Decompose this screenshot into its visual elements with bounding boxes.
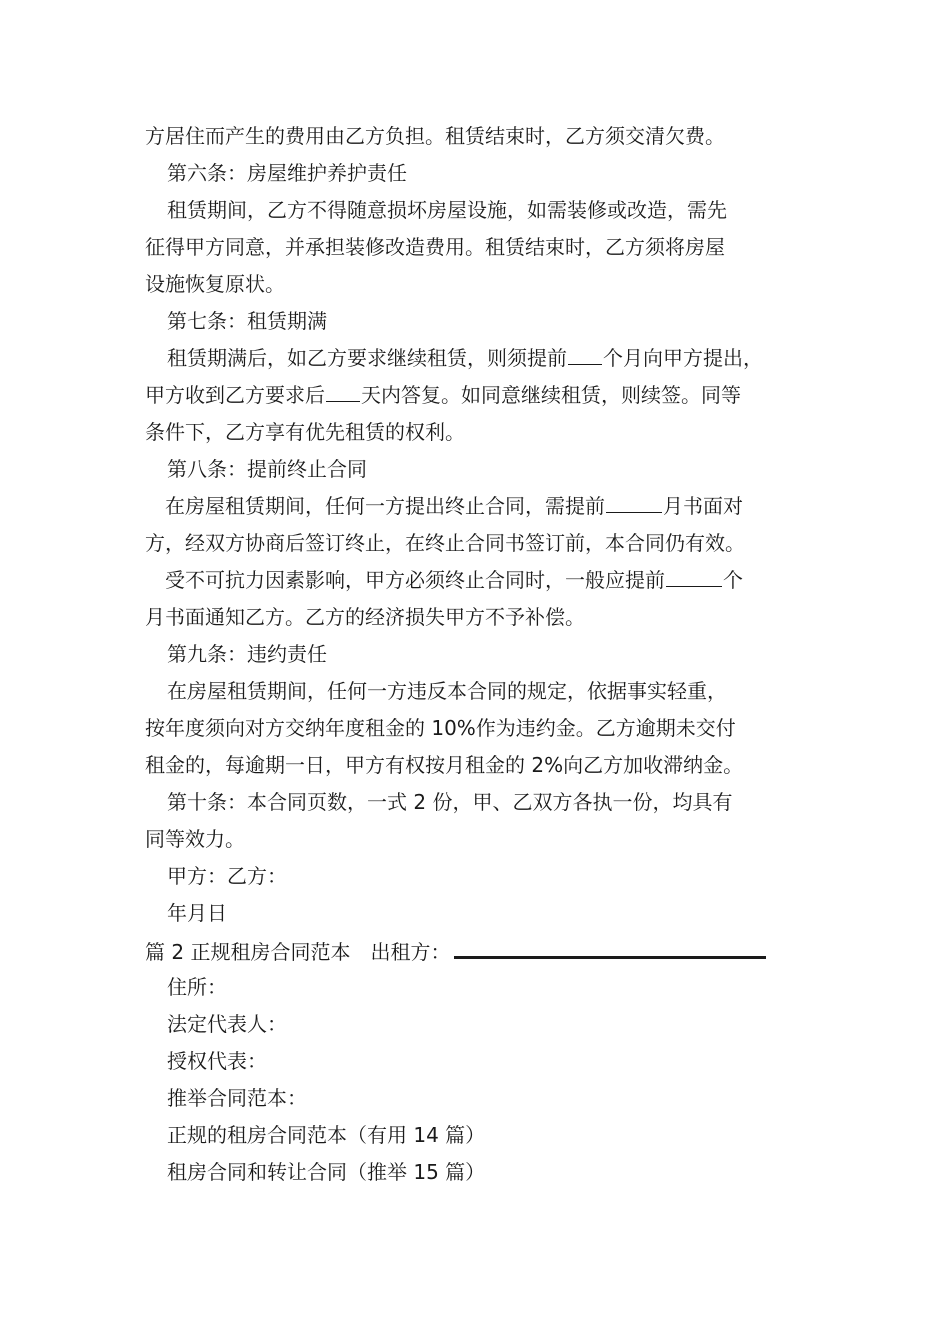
text-line: 租赁期间，乙方不得随意损坏房屋设施，如需装修或改造，需先	[167, 198, 727, 222]
text-line	[145, 562, 815, 599]
text-segment: 受不可抗力因素影响，甲方必须终止合同时，一般应提前	[165, 568, 665, 592]
text-line: 租金的，每逾期一日，甲方有权按月租金的 2%向乙方加收滞纳金。	[145, 753, 744, 777]
text-line: 条件下，乙方享有优先租赁的权利。	[145, 420, 465, 444]
text-segment: 个月向甲方提出，	[603, 346, 763, 370]
fill-in-blank[interactable]	[568, 342, 602, 365]
text-segment: 天内答复。如同意继续租赁，则续签。同等	[361, 383, 741, 407]
article-heading: 第六条：房屋维护养护责任	[167, 161, 407, 185]
article-heading: 第九条：违约责任	[167, 642, 327, 666]
text-line: 征得甲方同意，并承担装修改造费用。租赁结束时，乙方须将房屋	[145, 235, 725, 259]
fill-in-blank[interactable]	[666, 564, 722, 587]
text-segment: 租赁期满后，如乙方要求继续租赁，则须提前	[167, 346, 567, 370]
text-line: 同等效力。	[145, 827, 245, 851]
section-title: 篇 2 正规租房合同范本 出租方：	[145, 940, 451, 964]
field-label: 推举合同范本：	[167, 1086, 307, 1110]
text-segment: 月书面对	[663, 494, 743, 518]
text-line: 方，经双方协商后签订终止，在终止合同书签订前，本合同仍有效。	[145, 531, 745, 555]
text-line	[145, 377, 815, 414]
text-line: 在房屋租赁期间，任何一方违反本合同的规定，依据事实轻重，	[167, 679, 727, 703]
text-line: 方居住而产生的费用由乙方负担。租赁结束时，乙方须交清欠费。	[145, 124, 725, 148]
text-segment: 在房屋租赁期间，任何一方提出终止合同，需提前	[165, 494, 605, 518]
field-label: 授权代表：	[167, 1049, 267, 1073]
field-label: 住所：	[167, 975, 227, 999]
lessor-name-blank[interactable]	[454, 932, 766, 959]
text-segment: 甲方收到乙方要求后	[145, 383, 325, 407]
signature-line: 甲方：乙方：	[167, 864, 287, 888]
text-line	[145, 340, 815, 377]
recommended-link[interactable]: 正规的租房合同范本（有用 14 篇）	[167, 1123, 486, 1147]
recommended-link[interactable]: 租房合同和转让合同（推举 15 篇）	[167, 1160, 486, 1184]
text-line: 设施恢复原状。	[145, 272, 285, 296]
document-body	[145, 118, 815, 1191]
article-heading: 第七条：租赁期满	[167, 309, 327, 333]
text-line: 月书面通知乙方。乙方的经济损失甲方不予补偿。	[145, 605, 585, 629]
article-heading: 第十条：本合同页数，一式 2 份，甲、乙双方各执一份，均具有	[167, 790, 733, 814]
fill-in-blank[interactable]	[606, 490, 662, 513]
article-heading: 第八条：提前终止合同	[167, 457, 367, 481]
fill-in-blank[interactable]	[326, 379, 360, 402]
text-segment: 个	[723, 568, 743, 592]
date-line: 年月日	[167, 901, 227, 925]
text-line	[145, 488, 815, 525]
section-title-line	[145, 932, 815, 969]
field-label: 法定代表人：	[167, 1012, 287, 1036]
text-line: 按年度须向对方交纳年度租金的 10%作为违约金。乙方逾期未交付	[145, 716, 736, 740]
